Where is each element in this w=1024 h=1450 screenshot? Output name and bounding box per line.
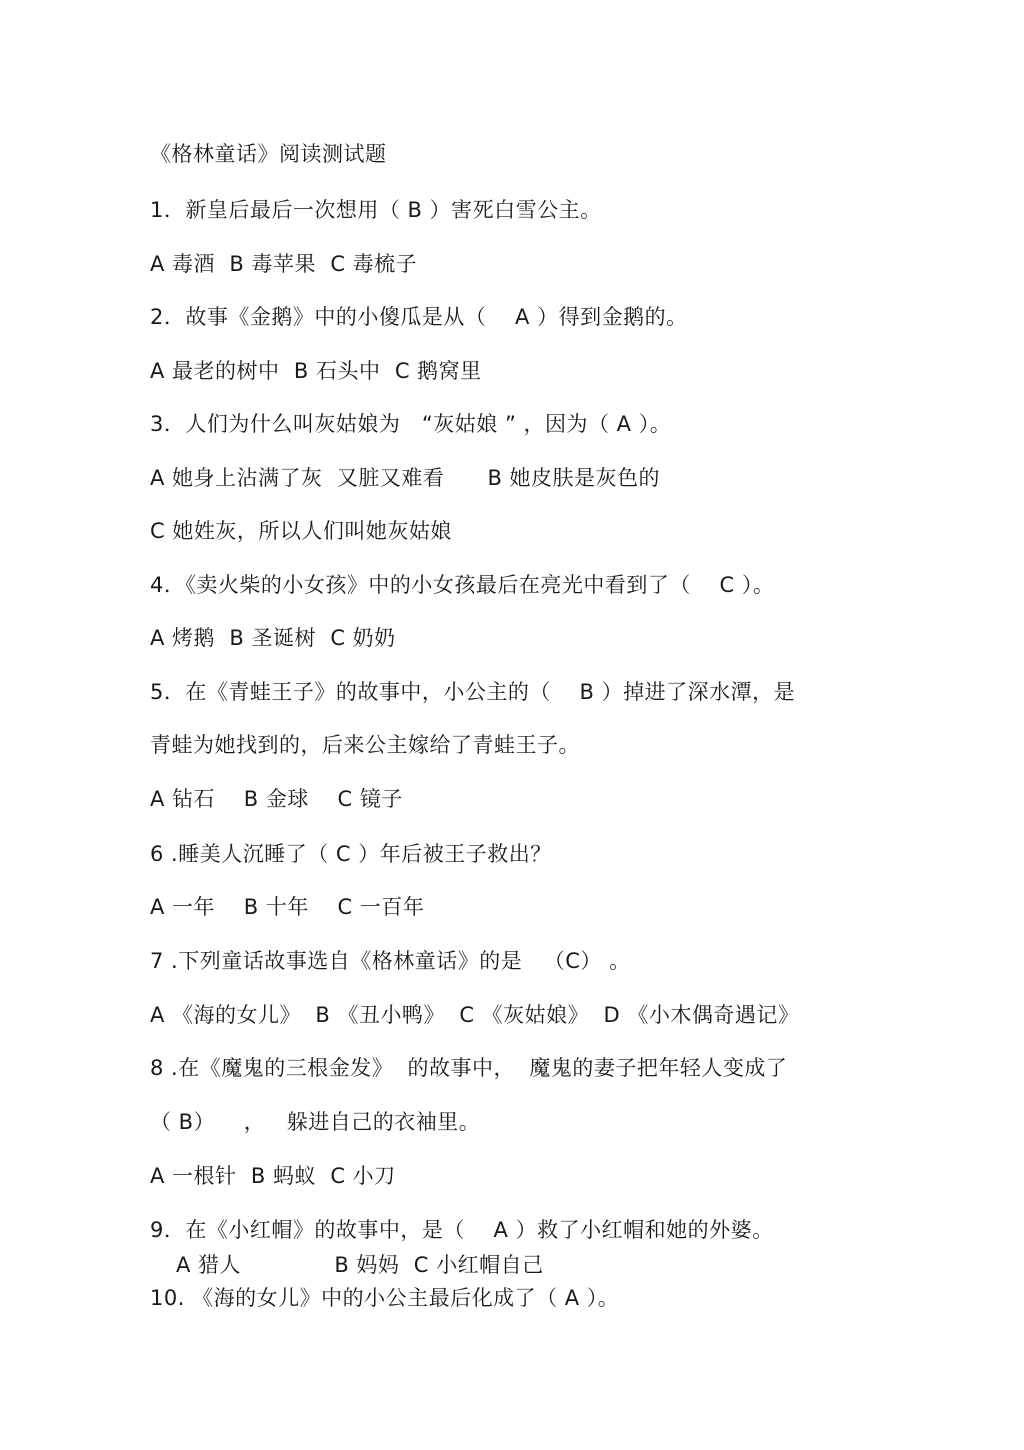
question-3: 3．人们为什么叫灰姑娘为 “灰姑娘 ” ，因为（ A ）。 (150, 412, 672, 436)
options-5: A 钻石 B 金球 C 镜子 (150, 787, 403, 811)
question-8-line-1: 8 .在《魔鬼的三根金发》 的故事中， 魔鬼的妻子把年轻人变成了 (150, 1056, 788, 1080)
options-7: A 《海的女儿》 B 《丑小鸭》 C 《灰姑娘》 D 《小木偶奇遇记》 (150, 1003, 800, 1027)
question-1: 1．新皇后最后一次想用（ B ）害死白雪公主。 (150, 198, 602, 222)
options-3-line-2: C 她姓灰，所以人们叫她灰姑娘 (150, 519, 452, 543)
question-9: 9．在《小红帽》的故事中，是（ A ）救了小红帽和她的外婆。 (150, 1218, 774, 1242)
question-5-line-2: 青蛙为她找到的，后来公主嫁给了青蛙王子。 (150, 733, 580, 757)
options-2: A 最老的树中 B 石头中 C 鹅窝里 (150, 359, 482, 383)
question-4: 4．《卖火柴的小女孩》中的小女孩最后在亮光中看到了（ C ）。 (150, 573, 775, 597)
options-4: A 烤鹅 B 圣诞树 C 奶奶 (150, 626, 396, 650)
options-1: A 毒酒 B 毒苹果 C 毒梳子 (150, 252, 418, 276)
options-6: A 一年 B 十年 C 一百年 (150, 895, 425, 919)
options-8: A 一根针 B 蚂蚁 C 小刀 (150, 1164, 396, 1188)
question-6: 6 .睡美人沉睡了（ C ）年后被王子救出？ (150, 842, 552, 866)
options-3-line-1: A 她身上沾满了灰 又脏又难看 B 她皮肤是灰色的 (150, 466, 661, 490)
question-7: 7 .下列童话故事选自《格林童话》的是 （C） 。 (150, 949, 631, 973)
question-2: 2．故事《金鹅》中的小傻瓜是从（ A ）得到金鹅的。 (150, 305, 688, 329)
question-10: 10. 《海的女儿》中的小公主最后化成了（ A ）。 (150, 1286, 620, 1310)
options-9: A 猎人 B 妈妈 C 小红帽自己 (176, 1253, 544, 1277)
question-8-line-2: （ B） ， 躲进自己的衣袖里。 (150, 1110, 481, 1134)
page-title: 《格林童话》阅读测试题 (150, 142, 387, 166)
question-5-line-1: 5．在《青蛙王子》的故事中，小公主的（ B ）掉进了深水潭，是 (150, 680, 796, 704)
